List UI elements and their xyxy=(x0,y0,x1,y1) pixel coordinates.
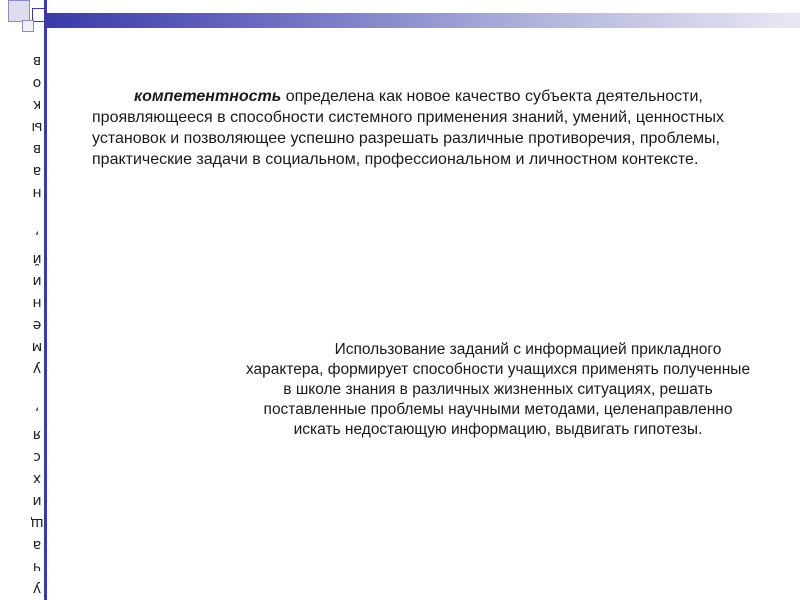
side-text-char: м xyxy=(31,339,43,355)
side-text-char: ч xyxy=(32,559,42,575)
side-text-char: в xyxy=(32,141,42,157)
side-text-char: ы xyxy=(31,119,43,135)
competence-definition-paragraph xyxy=(92,86,742,170)
side-text-char: й xyxy=(32,251,42,267)
side-text-char: х xyxy=(32,471,42,487)
applied-tasks-text: Использование заданий с информацией прикладного характера, формирует способности учащихся применять полученные в школе знания в различных жизненных ситуациях, решать поставленные проблемы научными методами, целенаправленно искать недостающую информацию, выдвигать гипотезы. xyxy=(245,341,751,438)
side-text-char: , xyxy=(34,405,40,421)
side-text-char: к xyxy=(32,97,42,113)
side-text-char: у xyxy=(32,361,42,377)
vertical-side-text xyxy=(28,0,46,600)
side-text-char: а xyxy=(32,163,42,179)
side-text-char: щ xyxy=(30,515,44,531)
side-text-char xyxy=(35,380,39,402)
side-text-char: о xyxy=(32,75,42,91)
applied-tasks-paragraph xyxy=(240,340,756,440)
side-text-char: у xyxy=(32,581,42,597)
side-text-char: и xyxy=(32,493,42,509)
side-text-char xyxy=(35,204,39,226)
side-text-char: и xyxy=(32,273,42,289)
side-text-char: в xyxy=(32,53,42,69)
side-text-char: е xyxy=(32,317,42,333)
title-bar-decoration xyxy=(44,13,800,28)
side-text-char: я xyxy=(32,427,42,443)
term-competence: компетентность xyxy=(134,88,282,105)
side-text-char: с xyxy=(33,449,41,465)
side-text-char: н xyxy=(32,295,42,311)
corner-square-large xyxy=(8,0,30,22)
side-text-char: , xyxy=(34,229,40,245)
definition-text: определена как новое качество субъекта деятельности, проявляющееся в способности системного применения знаний, умений, ценностных установок и позволяющее успешно разрешать различные противоречия, проблемы, практические задачи в социальном, профессиональном и личностном контексте. xyxy=(92,88,725,168)
side-text-char: а xyxy=(32,537,42,553)
side-text-char: н xyxy=(32,185,42,201)
